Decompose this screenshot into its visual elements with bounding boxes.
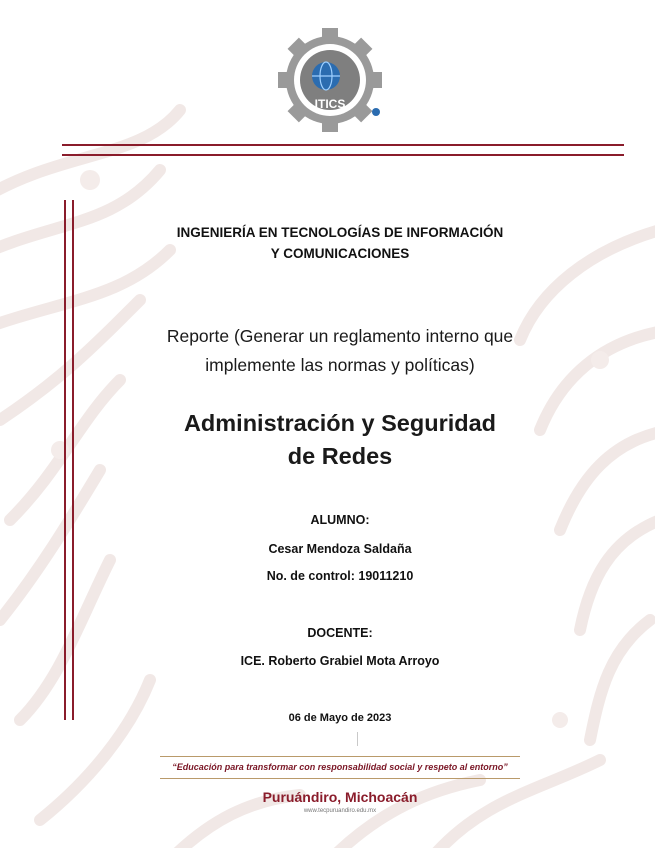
- report-title: [60, 322, 620, 380]
- student-control-number: No. de control: 19011210: [266, 569, 414, 583]
- teacher-name: ICE. Roberto Grabiel Mota Arroyo: [240, 654, 440, 668]
- footer-city: Puruándiro, Michoacán: [262, 789, 418, 805]
- document-date: 06 de Mayo de 2023: [288, 712, 392, 724]
- footer-rule-bottom: [160, 778, 520, 779]
- subject-title: [60, 407, 620, 473]
- globe-icon: [312, 62, 340, 90]
- itics-logo: [270, 20, 390, 140]
- logo-text: ITICS: [314, 97, 346, 111]
- student-label: ALUMNO:: [310, 513, 370, 527]
- institution-line-1: INGENIERÍA EN TECNOLOGÍAS DE INFORMACIÓN: [176, 225, 504, 240]
- report-title-line-1: Reporte (Generar un reglamento interno que: [166, 326, 514, 346]
- subject-title-line-1: Administración y Seguridad: [183, 410, 497, 436]
- institution-name: [60, 222, 620, 264]
- footer-motto: “Educación para transformar con responsabilidad social y respeto al entorno”: [172, 762, 508, 772]
- text-cursor-mark: [357, 732, 358, 746]
- student-name: Cesar Mendoza Saldaña: [268, 542, 412, 556]
- teacher-label: DOCENTE:: [307, 626, 373, 640]
- institution-line-2: Y COMUNICACIONES: [270, 246, 410, 261]
- footer-rule-top: [160, 756, 520, 757]
- subject-title-line-2: de Redes: [287, 443, 393, 469]
- footer-website: www.tecpuruandiro.edu.mx: [303, 808, 377, 814]
- report-title-line-2: implemente las normas y políticas): [205, 355, 475, 375]
- logo-dot: [372, 108, 380, 116]
- header-rule-1: [62, 144, 624, 146]
- header-rule-2: [62, 154, 624, 156]
